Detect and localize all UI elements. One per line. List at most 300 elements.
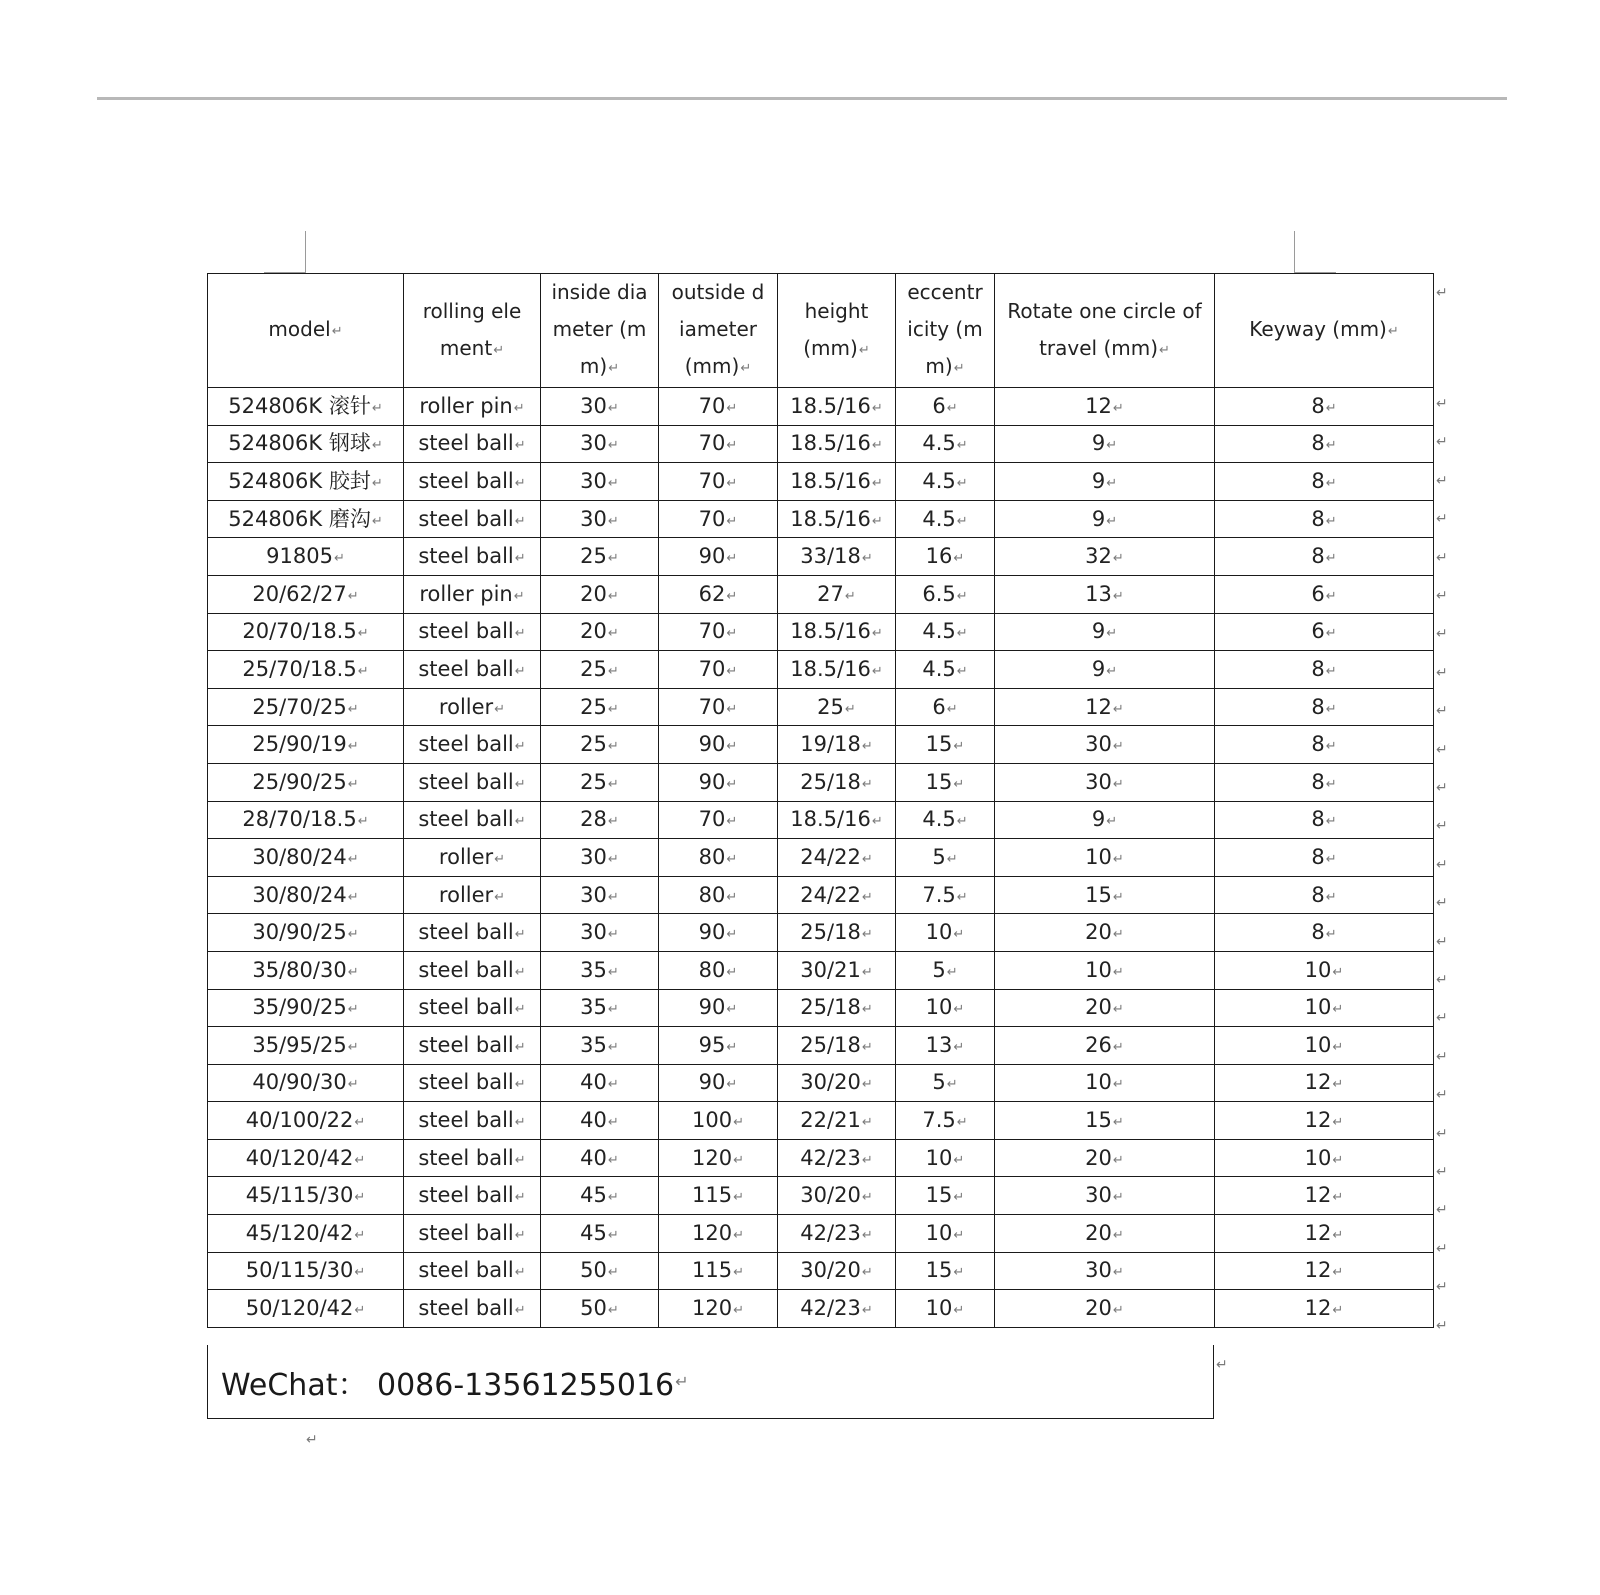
cell-value: 20 (1085, 1220, 1112, 1245)
paragraph-mark: ↵ (347, 1002, 359, 1018)
paragraph-mark: ↵ (514, 927, 526, 943)
paragraph-mark: ↵ (347, 927, 359, 943)
paragraph-mark: ↵ (514, 1190, 526, 1206)
cell-value: 20 (1085, 995, 1112, 1020)
paragraph-mark: ↵ (956, 513, 968, 529)
cell-value: 80 (698, 882, 726, 907)
cell-value: steel ball (418, 1296, 514, 1321)
row-end-mark: ↵ (1436, 472, 1448, 489)
paragraph-mark: ↵ (953, 1303, 965, 1319)
cell-value: steel ball (418, 431, 514, 456)
table-cell (995, 726, 1215, 764)
table-row (208, 1215, 1434, 1253)
cell-value: roller pin (419, 393, 513, 418)
paragraph-mark: ↵ (871, 400, 883, 416)
paragraph-mark: ↵ (726, 739, 738, 755)
paragraph-mark: ↵ (844, 588, 856, 604)
table-cell (208, 1139, 404, 1177)
paragraph-mark: ↵ (494, 701, 506, 717)
table-cell (541, 500, 659, 538)
row-end-mark: ↵ (1436, 1202, 1448, 1219)
table-cell (995, 500, 1215, 538)
paragraph-mark: ↵ (1112, 739, 1124, 755)
paragraph-mark: ↵ (607, 889, 619, 905)
paragraph-mark: ↵ (1325, 663, 1337, 679)
table-cell (404, 388, 541, 426)
spec-table-container (207, 273, 1434, 1328)
paragraph-mark: ↵ (1387, 324, 1399, 339)
paragraph-mark: ↵ (347, 776, 359, 792)
paragraph-mark: ↵ (1112, 1039, 1124, 1055)
table-cell (404, 1064, 541, 1102)
cell-value: 32 (1085, 544, 1112, 569)
table-cell (995, 688, 1215, 726)
table-cell (896, 463, 995, 501)
paragraph-mark: ↵ (514, 814, 526, 830)
table-cell (541, 876, 659, 914)
paragraph-mark: ↵ (371, 513, 383, 529)
paragraph-mark: ↵ (1112, 889, 1124, 905)
table-row (208, 538, 1434, 576)
cell-value: 70 (698, 807, 726, 832)
cell-value: 20/70/18.5 (242, 619, 357, 644)
paragraph-mark: ↵ (607, 1002, 619, 1018)
table-body (208, 388, 1434, 1328)
cell-value: 120 (692, 1145, 733, 1170)
table-cell (208, 388, 404, 426)
table-cell (995, 538, 1215, 576)
table-cell (1215, 688, 1434, 726)
table-cell (208, 463, 404, 501)
row-end-mark: ↵ (1436, 664, 1448, 681)
cell-value: 26 (1085, 1032, 1112, 1057)
table-cell (659, 763, 778, 801)
paragraph-mark: ↵ (1106, 626, 1118, 642)
table-cell (995, 1139, 1215, 1177)
table-row (208, 575, 1434, 613)
paragraph-mark: ↵ (607, 588, 619, 604)
paragraph-mark: ↵ (1325, 701, 1337, 717)
cell-value: 30 (1085, 1183, 1112, 1208)
table-cell (1215, 801, 1434, 839)
paragraph-mark: ↵ (514, 1077, 526, 1093)
table-cell (778, 1102, 896, 1140)
table-cell (404, 1215, 541, 1253)
cell-value: 12 (1304, 1220, 1332, 1245)
cell-value: 8 (1311, 468, 1325, 493)
cell-value: 6 (932, 393, 946, 418)
cell-value: 100 (692, 1108, 733, 1133)
cell-value: 25/90/19 (252, 732, 347, 757)
cell-value: 8 (1311, 506, 1325, 531)
cell-value: 40 (580, 1145, 607, 1170)
table-cell (404, 463, 541, 501)
paragraph-mark: ↵ (607, 438, 619, 454)
table-cell (659, 463, 778, 501)
row-end-mark: ↵ (1436, 933, 1448, 950)
table-cell (995, 1215, 1215, 1253)
table-row (208, 1252, 1434, 1290)
table-cell (995, 463, 1215, 501)
paragraph-mark: ↵ (1112, 1152, 1124, 1168)
table-cell (659, 688, 778, 726)
table-cell (208, 613, 404, 651)
paragraph-mark: ↵ (1325, 927, 1337, 943)
cell-value: 70 (698, 393, 726, 418)
table-cell (541, 575, 659, 613)
table-cell (541, 989, 659, 1027)
cell-value: 35 (580, 1032, 607, 1057)
cell-value: 8 (1311, 732, 1325, 757)
cell-value: steel ball (418, 1032, 514, 1057)
cell-value: steel ball (418, 807, 514, 832)
cell-value: 8 (1311, 393, 1325, 418)
cell-value: 70 (698, 656, 726, 681)
paragraph-mark: ↵ (371, 400, 383, 416)
table-cell (896, 876, 995, 914)
paragraph-mark: ↵ (1106, 438, 1118, 454)
paragraph-mark: ↵ (1325, 776, 1337, 792)
paragraph-mark: ↵ (514, 513, 526, 529)
table-cell (659, 425, 778, 463)
table-row (208, 613, 1434, 651)
cell-value: 9 (1091, 431, 1106, 456)
spec-table (207, 273, 1434, 1328)
cell-value: roller (438, 844, 494, 869)
cell-value: 25/70/18.5 (242, 656, 357, 681)
table-cell (995, 801, 1215, 839)
table-cell (778, 1177, 896, 1215)
cell-value: 25/70/25 (252, 694, 347, 719)
cell-value: steel ball (418, 995, 514, 1020)
cell-value: 8 (1311, 769, 1325, 794)
column-header-label: model (268, 317, 331, 341)
table-cell (208, 801, 404, 839)
table-cell (208, 1177, 404, 1215)
table-row (208, 951, 1434, 989)
table-cell (541, 726, 659, 764)
cell-value: 70 (698, 694, 726, 719)
table-cell (541, 425, 659, 463)
table-cell (404, 1177, 541, 1215)
paragraph-mark: ↵ (1325, 513, 1337, 529)
cell-value: 524806K 磨沟 (228, 506, 371, 531)
paragraph-mark: ↵ (354, 1152, 366, 1168)
table-cell (541, 1064, 659, 1102)
row-end-mark: ↵ (1436, 856, 1448, 873)
cell-value: 90 (698, 544, 726, 569)
paragraph-mark: ↵ (607, 964, 619, 980)
paragraph-mark: ↵ (1106, 513, 1118, 529)
paragraph-mark: ↵ (514, 739, 526, 755)
table-cell (896, 1252, 995, 1290)
cell-value: 8 (1311, 431, 1325, 456)
cell-value: 70 (698, 506, 726, 531)
table-cell (208, 763, 404, 801)
cell-value: 35 (580, 995, 607, 1020)
paragraph-mark: ↵ (306, 1432, 318, 1448)
cell-value: 30 (1085, 1258, 1112, 1283)
column-header-label: height (mm) (803, 298, 869, 360)
paragraph-mark: ↵ (347, 739, 359, 755)
paragraph-mark: ↵ (354, 1115, 366, 1131)
table-cell (896, 688, 995, 726)
table-cell (896, 951, 995, 989)
paragraph-mark: ↵ (953, 1265, 965, 1281)
table-cell (208, 538, 404, 576)
cell-value: 35/95/25 (252, 1032, 347, 1057)
paragraph-mark: ↵ (371, 438, 383, 454)
cell-value: 25/18 (800, 920, 861, 945)
cell-value: 45/115/30 (245, 1183, 354, 1208)
column-header-label: inside diameter (mm) (551, 280, 648, 378)
paragraph-mark: ↵ (946, 701, 958, 717)
cell-value: steel ball (418, 920, 514, 945)
cell-value: 25/18 (800, 769, 861, 794)
row-end-mark: ↵ (1436, 741, 1448, 758)
table-cell (1215, 1290, 1434, 1328)
cell-value: 8 (1311, 544, 1325, 569)
column-header-label: rolling element (422, 298, 522, 360)
cell-value: 15 (1085, 1108, 1112, 1133)
table-row (208, 726, 1434, 764)
paragraph-mark: ↵ (946, 964, 958, 980)
table-cell (404, 1027, 541, 1065)
row-end-mark: ↵ (1436, 434, 1448, 451)
table-cell (659, 914, 778, 952)
table-cell (541, 801, 659, 839)
table-cell (896, 388, 995, 426)
table-cell (896, 763, 995, 801)
cell-value: 42/23 (800, 1220, 861, 1245)
paragraph-mark: ↵ (514, 776, 526, 792)
paragraph-mark: ↵ (357, 814, 369, 830)
paragraph-mark: ↵ (1325, 438, 1337, 454)
paragraph-mark: ↵ (607, 814, 619, 830)
table-cell (896, 839, 995, 877)
table-cell (995, 1177, 1215, 1215)
table-cell (404, 1252, 541, 1290)
row-end-mark: ↵ (1436, 972, 1448, 988)
table-cell (208, 1102, 404, 1140)
paragraph-mark: ↵ (740, 361, 752, 376)
paragraph-mark: ↵ (607, 1115, 619, 1131)
paragraph-mark: ↵ (956, 1115, 968, 1131)
table-cell (1215, 1102, 1434, 1140)
cell-value: 5 (932, 1070, 946, 1095)
paragraph-mark: ↵ (1332, 1227, 1344, 1243)
cell-value: 18.5/16 (790, 656, 871, 681)
table-row (208, 500, 1434, 538)
cell-value: 70 (698, 468, 726, 493)
table-cell (208, 651, 404, 689)
paragraph-mark: ↵ (607, 1077, 619, 1093)
cell-value: 30/90/25 (252, 920, 347, 945)
column-header-label: outside diameter (mm) (671, 280, 765, 378)
column-header (659, 274, 778, 388)
cell-value: 45 (580, 1220, 607, 1245)
paragraph-mark: ↵ (733, 1227, 744, 1243)
paragraph-mark: ↵ (514, 1039, 526, 1055)
paragraph-mark: ↵ (1216, 1357, 1228, 1373)
cell-value: 30 (1085, 732, 1112, 757)
column-header (541, 274, 659, 388)
paragraph-mark: ↵ (347, 851, 359, 867)
cell-value: 4.5 (922, 506, 956, 531)
table-cell (208, 688, 404, 726)
table-cell (208, 1252, 404, 1290)
paragraph-mark: ↵ (946, 851, 958, 867)
table-cell (208, 726, 404, 764)
table-cell (208, 500, 404, 538)
table-cell (896, 1027, 995, 1065)
table-cell (659, 726, 778, 764)
table-cell (1215, 726, 1434, 764)
paragraph-mark: ↵ (953, 1039, 965, 1055)
cell-value: 20 (580, 581, 607, 606)
table-header-row (208, 274, 1434, 388)
table-cell (659, 388, 778, 426)
paragraph-mark: ↵ (354, 1265, 366, 1281)
paragraph-mark: ↵ (861, 739, 873, 755)
paragraph-mark: ↵ (871, 814, 883, 830)
cell-value: 6 (1311, 581, 1325, 606)
cell-value: 12 (1085, 393, 1112, 418)
cell-value: 50 (580, 1296, 607, 1321)
cell-value: 4.5 (922, 656, 956, 681)
paragraph-mark: ↵ (347, 889, 359, 905)
table-cell (995, 763, 1215, 801)
table-cell (1215, 951, 1434, 989)
paragraph-mark: ↵ (871, 626, 883, 642)
cell-value: 18.5/16 (790, 619, 871, 644)
paragraph-mark: ↵ (1112, 551, 1124, 567)
paragraph-mark: ↵ (953, 551, 965, 567)
column-header-label: eccentricity (mm) (907, 280, 983, 378)
row-end-mark: ↵ (1436, 895, 1448, 912)
cell-value: 35 (580, 957, 607, 982)
paragraph-mark: ↵ (514, 1002, 526, 1018)
table-cell (541, 1252, 659, 1290)
table-cell (778, 538, 896, 576)
paragraph-mark: ↵ (726, 1039, 738, 1055)
table-cell (208, 1064, 404, 1102)
cell-value: 30/20 (800, 1183, 861, 1208)
row-end-mark: ↵ (1436, 626, 1448, 643)
table-cell (896, 801, 995, 839)
table-cell (404, 989, 541, 1027)
cell-value: 20 (1085, 1145, 1112, 1170)
paragraph-mark: ↵ (607, 701, 619, 717)
table-cell (404, 1102, 541, 1140)
paragraph-mark: ↵ (347, 964, 359, 980)
cell-value: 115 (692, 1258, 733, 1283)
cell-value: 50 (580, 1258, 607, 1283)
column-header (1215, 274, 1434, 388)
paragraph-mark: ↵ (1112, 588, 1124, 604)
cell-value: 5 (932, 957, 946, 982)
table-cell (778, 575, 896, 613)
table-cell (541, 388, 659, 426)
paragraph-mark: ↵ (357, 663, 369, 679)
cell-value: 9 (1091, 468, 1106, 493)
cell-value: 24/22 (800, 844, 861, 869)
paragraph-mark: ↵ (607, 1190, 619, 1206)
paragraph-mark: ↵ (861, 1190, 873, 1206)
table-cell (896, 1064, 995, 1102)
table-cell (659, 951, 778, 989)
table-cell (778, 914, 896, 952)
table-cell (541, 688, 659, 726)
cell-value: 30 (580, 468, 607, 493)
table-cell (995, 876, 1215, 914)
row-end-mark: ↵ (1436, 818, 1448, 835)
paragraph-mark: ↵ (956, 814, 968, 830)
paragraph-mark: ↵ (733, 1265, 744, 1281)
paragraph-mark: ↵ (514, 663, 526, 679)
cell-value: steel ball (418, 619, 514, 644)
cell-value: 45/120/42 (245, 1220, 354, 1245)
table-cell (541, 613, 659, 651)
table-cell (896, 1102, 995, 1140)
column-header-label: Rotate one circle of travel (mm) (1007, 298, 1202, 360)
row-end-mark: ↵ (1436, 1010, 1448, 1027)
cell-value: roller pin (419, 581, 513, 606)
paragraph-mark: ↵ (1332, 1077, 1344, 1093)
cell-value: 8 (1311, 844, 1325, 869)
paragraph-mark: ↵ (946, 400, 958, 416)
table-cell (995, 575, 1215, 613)
cell-value: 30/80/24 (252, 882, 347, 907)
table-cell (995, 839, 1215, 877)
cell-value: 9 (1091, 807, 1106, 832)
cell-value: 27 (817, 581, 844, 606)
cell-value: 12 (1304, 1070, 1332, 1095)
cell-value: 8 (1311, 920, 1325, 945)
table-cell (659, 801, 778, 839)
table-cell (778, 651, 896, 689)
cell-value: steel ball (418, 1108, 514, 1133)
table-cell (541, 463, 659, 501)
paragraph-mark: ↵ (514, 1115, 526, 1131)
row-end-mark: ↵ (1436, 1087, 1448, 1104)
table-cell (404, 839, 541, 877)
table-row (208, 914, 1434, 952)
paragraph-mark: ↵ (861, 927, 873, 943)
paragraph-mark: ↵ (607, 1303, 619, 1319)
cell-value: 25/18 (800, 995, 861, 1020)
cell-value: steel ball (418, 1070, 514, 1095)
paragraph-mark: ↵ (956, 663, 968, 679)
row-end-mark: ↵ (1436, 703, 1448, 720)
cell-value: 524806K 钢球 (228, 431, 371, 456)
table-cell (659, 1177, 778, 1215)
paragraph-mark: ↵ (726, 400, 738, 416)
cell-value: 10 (925, 920, 953, 945)
table-cell (208, 951, 404, 989)
paragraph-mark: ↵ (861, 1303, 873, 1319)
paragraph-mark: ↵ (1325, 551, 1337, 567)
table-cell (404, 763, 541, 801)
table-cell (404, 914, 541, 952)
paragraph-mark: ↵ (607, 475, 619, 491)
table-cell (659, 651, 778, 689)
row-end-mark: ↵ (1436, 588, 1448, 604)
cell-value: 4.5 (922, 807, 956, 832)
table-cell (1215, 388, 1434, 426)
table-cell (778, 951, 896, 989)
paragraph-mark: ↵ (1325, 851, 1337, 867)
